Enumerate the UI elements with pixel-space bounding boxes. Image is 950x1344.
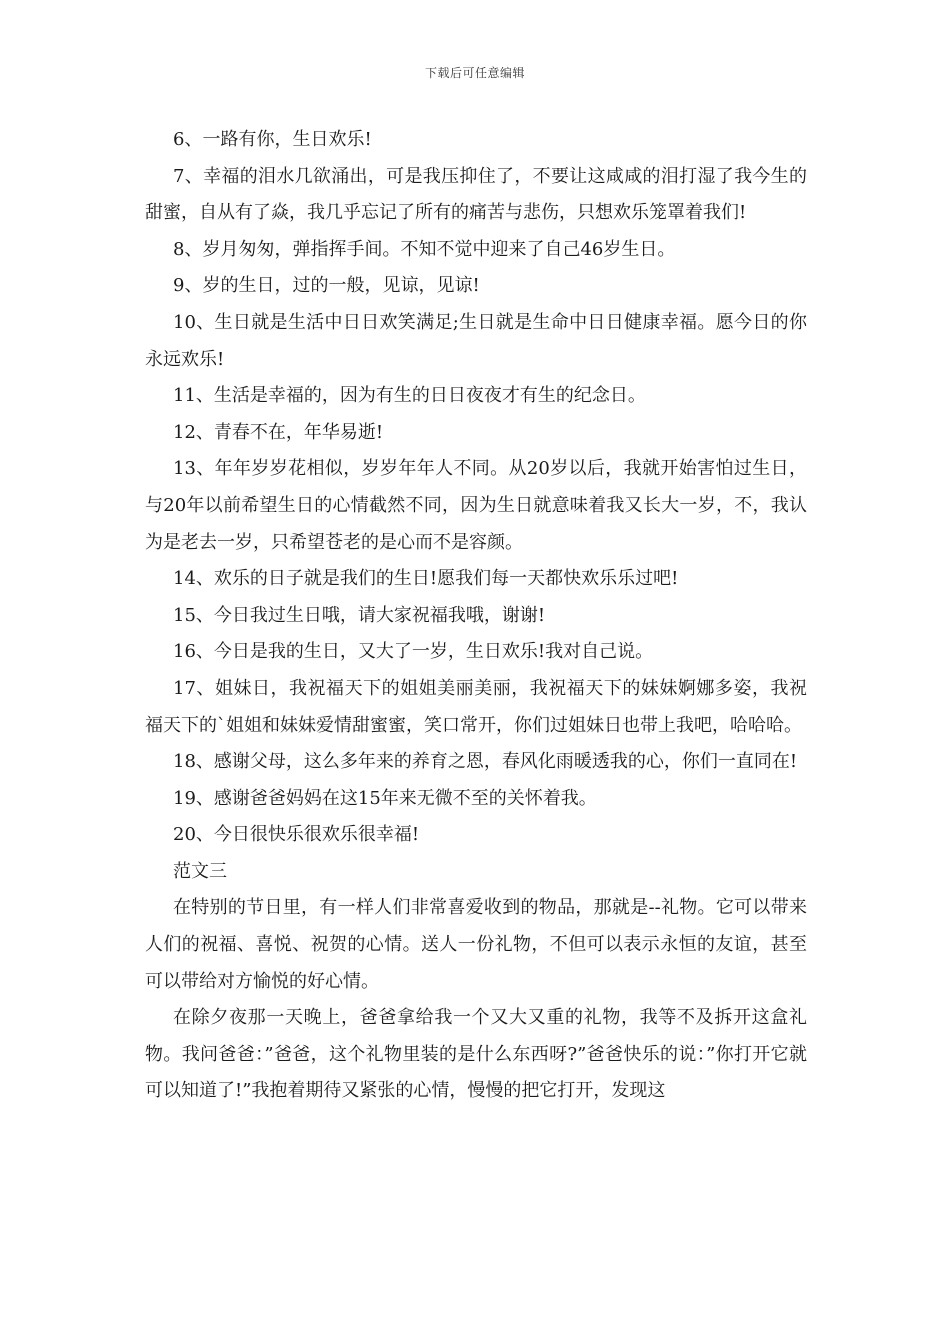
document-body [145, 122, 807, 1110]
paragraph: 7、幸福的泪水几欲涌出，可是我压抑住了，不要让这咸咸的泪打湿了我今生的甜蜜，自从有了焱，我几乎忘记了所有的痛苦与悲伤，只想欢乐笼罩着我们! [145, 165, 807, 224]
paragraph: 6、一路有你，生日欢乐! [173, 129, 372, 150]
paragraph: 17、姐妹日，我祝福天下的姐姐美丽美丽，我祝福天下的妹妹婀娜多姿，我祝福天下的`姐姐和妹妹爱情甜蜜蜜，笑口常开，你们过姐妹日也带上我吧，哈哈哈。 [145, 677, 807, 736]
paragraph: 13、年年岁岁花相似，岁岁年年人不同。从20岁以后，我就开始害怕过生日，与20年以前希望生日的心情截然不同，因为生日就意味着我又长大一岁，不，我认为是老去一岁，只希望苍老的是心而不是容颜。 [145, 458, 807, 553]
paragraph: 19、感谢爸爸妈妈在这15年来无微不至的关怀着我。 [173, 787, 597, 809]
paragraph: 在特别的节日里，有一样人们非常喜爱收到的物品，那就是--礼物。它可以带来人们的祝福、喜悦、祝贺的心情。送人一份礼物，不但可以表示永恒的友谊，甚至可以带给对方愉悦的好心情。 [145, 897, 807, 992]
paragraph: 16、今日是我的生日，又大了一岁，生日欢乐!我对自己说。 [173, 641, 654, 663]
paragraph: 8、岁月匆匆，弹指挥手间。不知不觉中迎来了自己46岁生日。 [173, 238, 676, 260]
section-heading: 范文三 [173, 860, 227, 882]
page-header: 下载后可任意编辑 [424, 66, 525, 80]
paragraph: 20、今日很快乐很欢乐很幸福! [173, 824, 420, 846]
paragraph: 11、生活是幸福的，因为有生的日日夜夜才有生的纪念日。 [173, 385, 646, 407]
paragraph: 12、青春不在，年华易逝! [173, 421, 384, 443]
paragraph: 14、欢乐的日子就是我们的生日!愿我们每一天都快欢乐乐过吧! [173, 568, 679, 590]
paragraph: 10、生日就是生活中日日欢笑满足;生日就是生命中日日健康幸福。愿今日的你永远欢乐! [145, 311, 807, 370]
paragraph: 在除夕夜那一天晚上，爸爸拿给我一个又大又重的礼物，我等不及拆开这盒礼物。我问爸爸：”爸爸，这个礼物里装的是什么东西呀?”爸爸快乐的说：”你打开它就可以知道了!”我抱着期待又紧张的心情，慢慢的把它打开，发现这 [145, 1007, 807, 1102]
paragraph: 18、感谢父母，这么多年来的养育之恩，春风化雨暖透我的心，你们一直同在! [173, 751, 798, 773]
paragraph: 9、岁的生日，过的一般，见谅，见谅! [173, 275, 480, 297]
paragraph: 15、今日我过生日哦，请大家祝福我哦，谢谢! [173, 604, 546, 626]
